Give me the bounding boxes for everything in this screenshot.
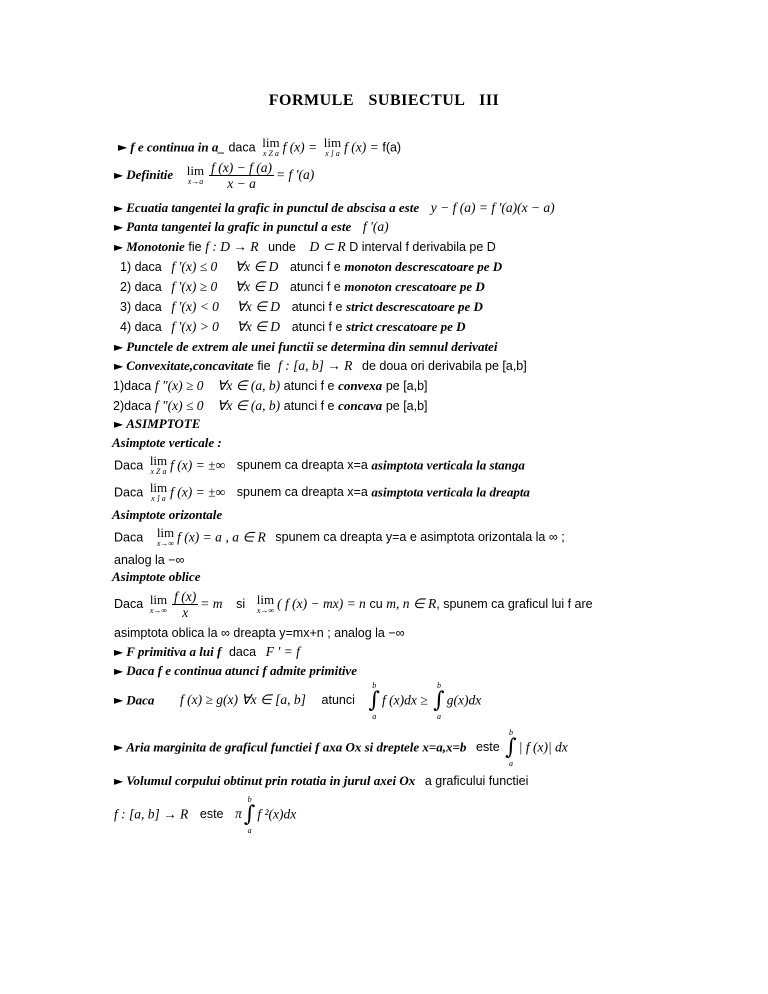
bullet-arrow-icon: ► [114,417,124,431]
fie-text: fie [257,359,271,373]
continuity-label: f e continua in a_ [130,139,225,155]
bullet-arrow-icon: ► [114,359,124,373]
integral-sign-icon: b ∫ a [505,728,517,768]
monotony-line [114,239,496,255]
monotony-item: 1) daca f '(x) ≤ 0 ∀x ∈ D atunci f e monoton descrescatoare pe D [120,259,503,274]
bullet-arrow-icon: ► [114,340,124,354]
integral-sign-icon: b ∫ a [433,681,445,721]
asymptotes-heading [114,416,200,432]
vertical-asymptote-right: Daca lim x ] a f (x) = ±∞ spunem ca dreapta x=a asimptota verticala la dreapta [114,480,530,503]
volume-line: ► Volumul corpului obtinut prin rotatia in jurul axei Ox a graficului functiei [114,773,529,788]
volume-formula-line: f : [a, b] → R este π b ∫ a f ²(x)dx [114,795,297,835]
oblique-asymptote-line2: asimptota oblica la ∞ dreapta y=mx+n ; analog la −∞ [114,626,405,640]
volume-label: Volumul corpului obtinut prin rotatia in jurul axei Ox [126,773,416,788]
continuous-primitive-line [114,663,357,679]
oblique-asymptotes-title: Asimptote oblice [112,569,201,584]
bullet-arrow-icon: ► [114,201,124,215]
continuity-line [118,137,401,159]
limit-left: lim x Z a [262,135,280,158]
monotony-rest: D interval f derivabila pe D [349,240,496,254]
horizontal-asymptote: Daca lim x→∞ f (x) = a , a ∈ R spunem ca dreapta y=a e asimptota orizontala la ∞ ; [114,525,565,548]
function-domain: f : D → R [205,239,259,254]
derivative-fraction: $\frac{f (x) - f (a)}{x - a}$ [211,160,272,191]
bullet-arrow-icon: ► [114,167,124,182]
function-interval: f : [a, b] → R [278,358,353,373]
horizontal-asymptote-analog: analog la −∞ [114,553,185,567]
tangent-slope-label: Panta tangentei la grafic in punctul a este [126,219,352,234]
fx-expr: f (x) = [282,139,318,155]
bullet-arrow-icon: ► [114,645,124,659]
continuous-primitive-label: Daca f e continua atunci f admite primitive [126,663,357,678]
area-label: Aria marginita de graficul functiei f axa Ox si dreptele x=a,x=b [126,739,467,755]
convexity-item: 1)daca f "(x) ≥ 0 ∀x ∈ (a, b) atunci f e convexa pe [a,b] [113,378,428,393]
daca-text: daca [228,140,256,155]
unde-text: unde [268,240,296,254]
extrema-line [114,339,497,355]
bullet-arrow-icon: ► [114,240,124,254]
primitive-label: F primitiva a lui f [126,644,222,659]
monotony-item: 4) daca f '(x) > 0 ∀x ∈ D atunci f e strict crescatoare pe D [120,319,466,334]
vertical-asymptote-left: Daca lim x Z a f (x) = ±∞ spunem ca dreapta x=a asimptota verticala la stanga [114,453,525,476]
fx-expr-2: f (x) = [344,139,379,155]
integral-sign-icon: b ∫ a [243,795,256,835]
page-title: FORMULE SUBIECTUL III [268,92,500,109]
monotony-item: 3) daca f '(x) < 0 ∀x ∈ D atunci f e strict descrescatoare pe D [120,299,483,314]
integral-inequality-line: ► Daca f (x) ≥ g(x) ∀x ∈ [a, b] atunci b ∫ a f (x)dx ≥ b ∫ a g(x)dx [114,681,482,721]
oblique-asymptote: Daca lim x→∞ $\frac{f (x)}{x}$ = m si lim x→∞ ( f (x) − mx) = n cu m, n ∈ R, spunem ca graficul lui f are [114,589,593,620]
tangent-equation-label: Ecuatia tangentei la grafic in punctul de abscisa a este [126,200,420,215]
integral-sign-icon: b ∫ a [368,681,380,721]
bullet-arrow-icon: ► [114,664,124,678]
subset-expr: D ⊂ R [309,239,346,254]
tangent-equation-line [114,200,555,216]
bullet-arrow-icon: ► [118,140,128,155]
fie-text: fie [188,240,202,254]
tangent-equation-formula: y − f (a) = f '(a)(x − a) [430,200,555,215]
bullet-arrow-icon: ► [114,774,124,788]
vertical-asymptotes-title: Asimptote verticale : [112,435,222,450]
integral-inequality-label: Daca [126,692,155,708]
extrema-label: Punctele de extrem ale unei functii se determina din semnul derivatei [126,339,498,354]
tangent-slope-formula: f '(a) [362,219,389,234]
horizontal-asymptotes-title: Asimptote orizontale [112,507,223,522]
bullet-arrow-icon: ► [114,740,124,755]
convexity-item: 2)daca f "(x) ≤ 0 ∀x ∈ (a, b) atunci f e concava pe [a,b] [113,398,428,413]
convexity-line [114,358,527,374]
convexity-label: Convexitate,concavitate [126,358,254,373]
convexity-rest: de doua ori derivabila pe [a,b] [362,359,527,373]
primitive-line: ► F primitiva a lui f daca F ' = f [114,644,300,659]
fa-value: f(a) [382,140,402,155]
area-line: ► Aria marginita de graficul functiei f axa Ox si dreptele x=a,x=b este b ∫ a | f (x)| dx [114,728,568,768]
asymptotes-label: ASIMPTOTE [126,416,201,431]
definition-line [114,160,314,191]
limit-right: lim x ] a [323,135,342,158]
tangent-slope-line [114,219,389,235]
bullet-arrow-icon: ► [114,693,124,708]
definition-limit: lim x→a [186,162,205,186]
derivative-rhs: = f '(a) [275,166,315,182]
monotony-item: 2) daca f '(x) ≥ 0 ∀x ∈ D atunci f e monoton crescatoare pe D [120,279,485,294]
monotony-label: Monotonie [126,239,185,254]
definition-label: Definitie [126,166,174,182]
bullet-arrow-icon: ► [114,220,124,234]
